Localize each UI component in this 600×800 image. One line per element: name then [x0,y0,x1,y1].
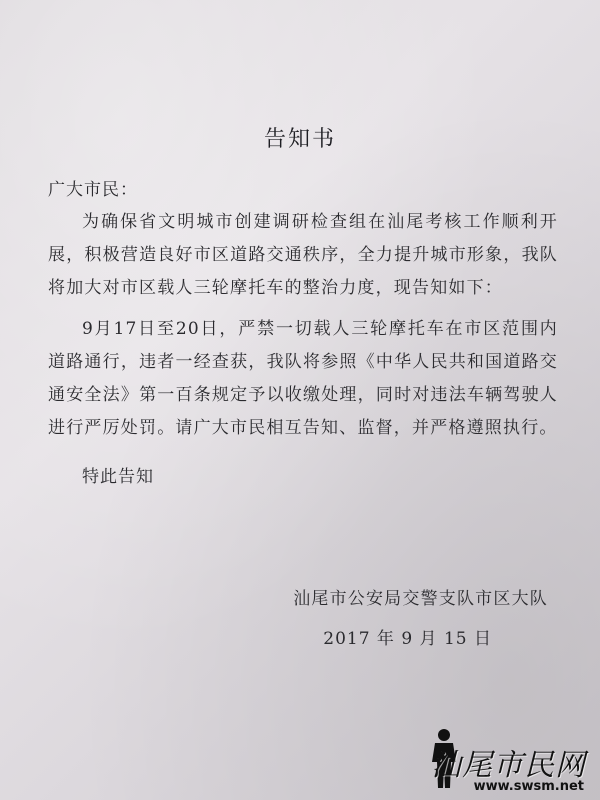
paragraph-1: 为确保省文明城市创建调研检查组在汕尾考核工作顺利开展，积极营造良好市区道路交通秩序，全力提升城市形象，我队将加大对市区载人三轮摩托车的整治力度，现告知如下： [48,212,558,298]
document-title: 告知书 [263,127,336,152]
watermark-text: 汕尾市民网 [431,748,586,783]
paragraph-2: 9月17日至20日，严禁一切载人三轮摩托车在市区范围内道路通行，违者一经查获，我队将参照《中华人民共和国道路交通安全法》第一百条规定予以收缴处理，同时对违法车辆驾驶人进行严厉处罚。请广大市民相互告知、监督，并严格遵照执行。 [48,319,558,438]
signature-date: 2017 年 9 月 15 日 [323,629,492,649]
greeting: 广大市民： [48,180,138,200]
watermark-url: www.swsm.net [473,779,584,794]
signature-organization: 汕尾市公安局交警支队市区大队 [293,589,548,609]
closing-phrase: 特此告知 [82,467,154,487]
site-watermark [422,724,592,794]
